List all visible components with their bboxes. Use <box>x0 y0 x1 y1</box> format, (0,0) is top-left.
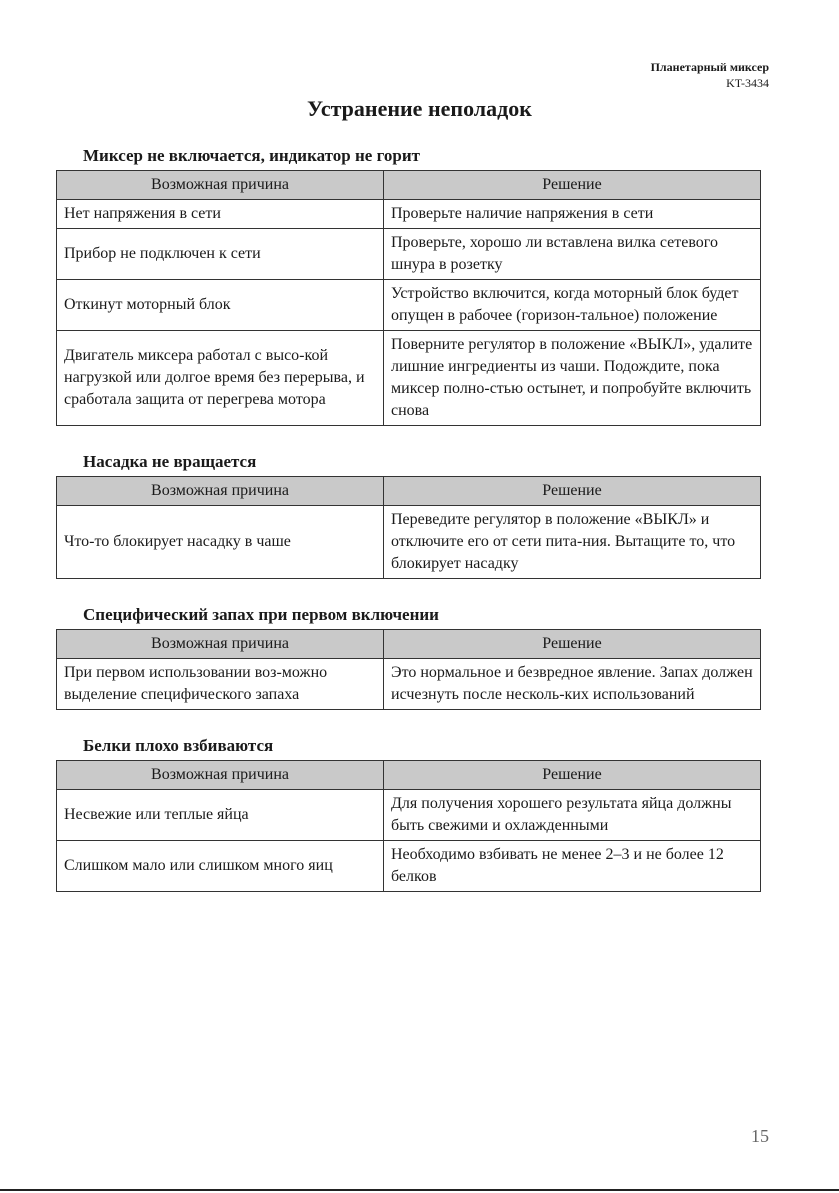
bottom-rule <box>0 1189 839 1191</box>
cause-cell: Откинут моторный блок <box>57 280 384 331</box>
section-heading: Миксер не включается, индикатор не горит <box>83 146 420 165</box>
table-row <box>57 841 761 892</box>
section-heading: Специфический запах при первом включении <box>83 605 439 624</box>
section-whites-not-whipping <box>56 736 760 892</box>
header-model: KT-3434 <box>726 76 769 90</box>
running-header <box>651 59 769 91</box>
solution-cell: Проверьте, хорошо ли вставлена вилка сетевого шнура в розетку <box>384 229 761 280</box>
solution-cell: Необходимо взбивать не менее 2–3 и не более 12 белков <box>384 841 761 892</box>
table-row <box>57 790 761 841</box>
cause-cell: Что-то блокирует насадку в чаше <box>57 506 384 579</box>
troubleshooting-table <box>56 760 761 892</box>
troubleshooting-table <box>56 170 761 426</box>
column-header-cause: Возможная причина <box>57 761 384 790</box>
page-title: Устранение неполадок <box>307 96 532 121</box>
section-no-power <box>56 146 760 426</box>
table-row <box>57 229 761 280</box>
table-row <box>57 659 761 710</box>
cause-cell: Прибор не подключен к сети <box>57 229 384 280</box>
section-heading: Белки плохо взбиваются <box>83 736 274 755</box>
table-row <box>57 331 761 426</box>
column-header-cause: Возможная причина <box>57 630 384 659</box>
table-header-row <box>57 630 761 659</box>
troubleshooting-sections <box>56 146 760 918</box>
cause-cell: При первом использовании воз-можно выделение специфического запаха <box>57 659 384 710</box>
cause-cell: Двигатель миксера работал с высо-кой нагрузкой или долгое время без перерыва, и сработала защита от перегрева мотора <box>57 331 384 426</box>
cause-cell: Слишком мало или слишком много яиц <box>57 841 384 892</box>
cause-cell: Нет напряжения в сети <box>57 200 384 229</box>
solution-cell: Для получения хорошего результата яйца должны быть свежими и охлажденными <box>384 790 761 841</box>
solution-cell: Проверьте наличие напряжения в сети <box>384 200 761 229</box>
section-heading: Насадка не вращается <box>83 452 257 471</box>
header-product: Планетарный миксер <box>650 60 769 74</box>
column-header-solution: Решение <box>384 477 761 506</box>
table-header-row <box>57 761 761 790</box>
solution-cell: Это нормальное и безвредное явление. Запах должен исчезнуть после несколь-ких использований <box>384 659 761 710</box>
column-header-solution: Решение <box>384 171 761 200</box>
solution-cell: Поверните регулятор в положение «ВЫКЛ», удалите лишние ингредиенты из чаши. Подождите, пока миксер полно-стью остынет, и попробуйте включить снова <box>384 331 761 426</box>
table-header-row <box>57 477 761 506</box>
table-header-row <box>57 171 761 200</box>
column-header-cause: Возможная причина <box>57 477 384 506</box>
section-specific-smell <box>56 605 760 710</box>
table-row <box>57 506 761 579</box>
solution-cell: Устройство включится, когда моторный блок будет опущен в рабочее (горизон-тальное) положение <box>384 280 761 331</box>
troubleshooting-table <box>56 476 761 579</box>
page-number: 15 <box>751 1126 769 1146</box>
table-row <box>57 200 761 229</box>
cause-cell: Несвежие или теплые яйца <box>57 790 384 841</box>
column-header-solution: Решение <box>384 761 761 790</box>
table-row <box>57 280 761 331</box>
column-header-solution: Решение <box>384 630 761 659</box>
column-header-cause: Возможная причина <box>57 171 384 200</box>
section-attachment-not-rotating <box>56 452 760 579</box>
troubleshooting-table <box>56 629 761 710</box>
solution-cell: Переведите регулятор в положение «ВЫКЛ» и отключите его от сети пита-ния. Вытащите то, что блокирует насадку <box>384 506 761 579</box>
